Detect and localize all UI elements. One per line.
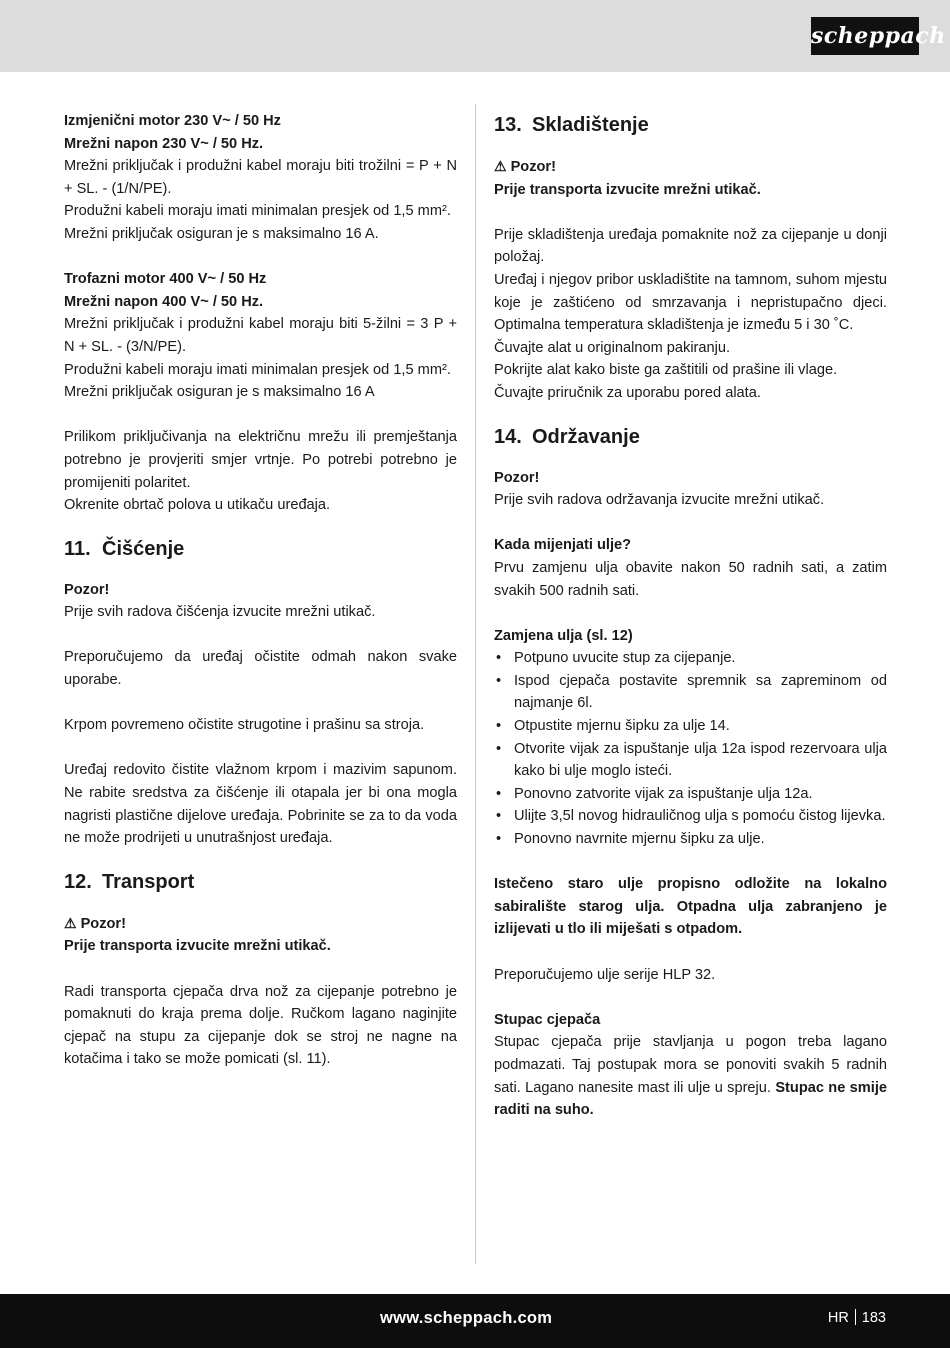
polarity-text: Prilikom priključivanja na električnu mrežu ili premještanja potrebno je provjeriti smjer vrtnje. Po potrebi potrebno je promijeniti polaritet. [64, 429, 457, 491]
website-link[interactable]: www.scheppach.com [380, 1309, 553, 1327]
storage-text: Pokrijte alat kako biste ga zaštitili od prašine ili vlage. [494, 362, 838, 379]
motor400-text: Mrežni priključak osiguran je s maksimalno 16 A [64, 384, 375, 401]
polarity-text: Okrenite obrtač polova u utikaču uređaja. [64, 497, 331, 514]
transport-warning-text: Prije transporta izvucite mrežni utikač. [64, 938, 331, 955]
cleaning-warning-label: Pozor! [64, 581, 110, 598]
list-item: • Ponovno navrnite mjernu šipku za ulje. [494, 828, 887, 851]
page-number: HR 183 [827, 1310, 886, 1326]
column-divider [475, 104, 476, 1264]
storage-text: Prije skladištenja uređaja pomaknite nož za cijepanje u donji položaj. [494, 226, 887, 266]
motor230-heading: Izmjenični motor 230 V~ / 50 Hz [64, 113, 281, 129]
storage-text: Uređaj i njegov pribor uskladištite na tamnom, suhom mjestu koje je zaštićeno od smrzavanja i nepristupačno djeci. Optimalna temperatura skladištenja je između 5 i 30 ˚C. [494, 271, 887, 334]
list-item: • Otvorite vijak za ispuštanje ulja 12a ispod rezervoara ulja kako bi ulje moglo isteći. [494, 738, 887, 783]
maintenance-warning-text: Prije svih radova održavanja izvucite mrežni utikač. [494, 492, 825, 509]
storage-warning-text: Prije transporta izvucite mrežni utikač. [494, 181, 761, 198]
storage-warning-label: ⚠ Pozor! [494, 158, 556, 175]
transport-text: Radi transporta cjepača drva nož za cijepanje potrebno je pomaknuti do kraja prema dolje. Ručkom lagano naginjite cjepač na stupu za cijepanje dok se stroj ne nagne na kotačima i tako se može pomicati (sl. 11). [64, 983, 457, 1068]
motor400-voltage: Mrežni napon 400 V~ / 50 Hz. [64, 293, 264, 310]
oil-when-text: Prvu zamjenu ulja obavite nakon 50 radnih sati, a zatim svakih 500 radnih sati. [494, 559, 887, 599]
section-heading-maintenance: 14. Održavanje [494, 425, 640, 448]
column-heading: Stupac cjepača [494, 1011, 601, 1028]
cleaning-text: Krpom povremeno očistite strugotine i prašinu sa stroja. [64, 717, 425, 734]
column-text: Stupac cjepača prije stavljanja u pogon treba lagano podmazati. Taj postupak mora se ponoviti svakih 5 radnih sati. Lagano nanesite mast ili ulje u spreju. Stupac ne smije raditi na suho. [494, 1034, 887, 1119]
warning-triangle-icon: ⚠ [64, 914, 77, 931]
left-column [64, 110, 457, 1071]
list-item: • Ulijte 3,5l novog hidrauličnog ulja s pomoću čistog lijevka. [494, 805, 887, 828]
motor230-text: Mrežni priključak i produžni kabel moraju biti trožilni = P + N + SL. - (1/N/PE). [64, 158, 457, 197]
motor400-heading: Trofazni motor 400 V~ / 50 Hz [64, 271, 267, 288]
list-item: • Ispod cjepača postavite spremnik sa zapreminom od najmanje 6l. [494, 670, 887, 715]
storage-text: Čuvajte alat u originalnom pakiranju. [494, 339, 731, 356]
section-heading-transport: 12. Transport [64, 870, 195, 893]
motor230-text: Mrežni priključak osiguran je s maksimalno 16 A. [64, 225, 379, 242]
cleaning-warning-text: Prije svih radova čišćenja izvucite mrežni utikač. [64, 604, 376, 621]
header-bar [0, 0, 950, 72]
oil-recommendation-text: Preporučujemo ulje serije HLP 32. [494, 966, 716, 983]
motor230-voltage: Mrežni napon 230 V~ / 50 Hz. [64, 135, 264, 152]
section-heading-storage: 13. Skladištenje [494, 114, 649, 136]
oil-disposal-text: Istečeno staro ulje propisno odložite na lokalno sabiralište starog ulja. Otpadna ulja zabranjeno je izlijevati u tlo ili miješati s otpadom. [494, 876, 887, 938]
section-heading-cleaning: 11. Čišćenje [64, 537, 185, 560]
motor400-text: Mrežni priključak i produžni kabel moraju biti 5-žilni = 3 P + N + SL. - (3/N/PE). [64, 316, 457, 355]
list-item: • Otpustite mjernu šipku za ulje 14. [494, 715, 887, 738]
motor230-text: Produžni kabeli moraju imati minimalan presjek od 1,5 mm². [64, 203, 451, 220]
transport-warning-label: ⚠ Pozor! [64, 914, 126, 932]
motor400-text: Produžni kabeli moraju imati minimalan presjek od 1,5 mm². [64, 361, 451, 378]
oil-change-heading: Zamjena ulja (sl. 12) [494, 627, 633, 644]
footer-bar [0, 1294, 950, 1348]
list-item: • Potpuno uvucite stup za cijepanje. [494, 647, 887, 670]
cleaning-text: Uređaj redovito čistite vlažnom krpom i mazivim sapunom. Ne rabite sredstva za čišćenje ili otapala jer bi ona mogla nagristi plastične dijelove uređaja. Pobrinite se za to da voda ne može prodrijeti u unutrašnjost uređaja. [64, 762, 457, 847]
oil-change-steps [494, 647, 887, 850]
warning-triangle-icon: ⚠ [494, 158, 507, 174]
oil-when-heading: Kada mijenjati ulje? [494, 537, 632, 554]
maintenance-warning-label: Pozor! [494, 469, 540, 486]
list-item: • Ponovno zatvorite vijak za ispuštanje ulja 12a. [494, 783, 887, 806]
right-column [494, 110, 887, 1122]
scheppach-logo: scheppach [811, 17, 919, 55]
storage-text: Čuvajte priručnik za uporabu pored alata. [494, 384, 761, 401]
cleaning-text: Preporučujemo da uređaj očistite odmah nakon svake uporabe. [64, 649, 457, 689]
